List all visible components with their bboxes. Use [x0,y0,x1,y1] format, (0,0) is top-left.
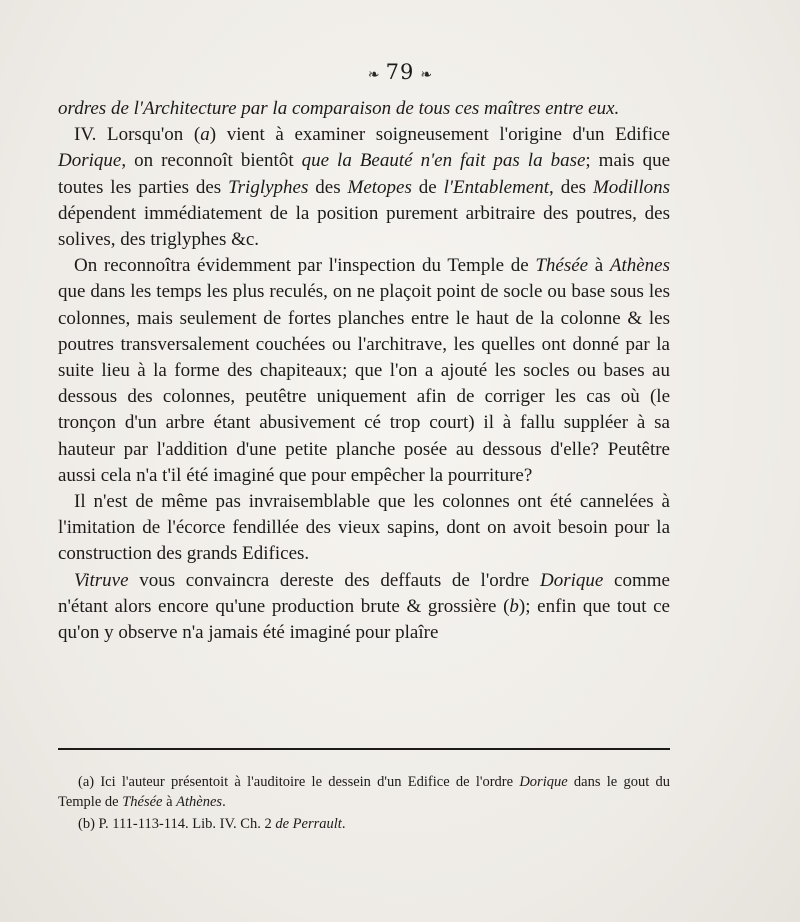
text-run: , des [549,176,593,198]
text-run: que dans les temps les plus reculés, on ne plaçoit point de socle ou base sous les colonnes, mais seulement de fortes planches entre le haut de la colonne & les poutres transversalement couchées ou l'architrave, les quelles ont donné par la suite lieu à la forme des chapiteaux; que l'on a ajouté les socles ou bases au dessous des colonnes, peutêtre uniquement afin de corriger les cas où (le tronçon d'un arbre étant abusivement cé trop court) il à fallu suppléer à sa hauteur par l'addition d'une petite planche posée au dessous d'elle? Peutêtre aussi cela n'a t'il été imaginé que pour empêcher la pourriture? [58,281,670,486]
text-run: dans le gout du Temple de [58,774,670,810]
text-run: à [588,255,610,277]
italic-text: b [509,595,519,617]
text-run: comme n'étant alors encore qu'une production brute & grossière ( [58,569,670,617]
italic-text: Modillons [592,176,670,198]
italic-text: Athènes [609,255,670,277]
italic-text: Dorique [58,150,122,172]
main-text [58,96,670,646]
paragraph-continuation [58,96,670,122]
text-run: de [411,176,444,198]
text-run: IV. Lorsqu'on ( [74,124,201,146]
text-run: dépendent immédiatement de la position purement arbitraire des poutres, des solives, des triglyphes &c. [58,202,670,251]
text-run: Il n'est de même pas invraisemblable que les colonnes ont été cannelées à l'imitation de l'écorce fendillée des vieux sapins, dont on avoit besoin pour la construction des grands Edifices. [58,491,670,565]
page-header [0,60,800,84]
text-run: On reconnoîtra évidemment par l'inspection du Temple de [74,255,536,277]
text-run: . [341,816,346,832]
italic-text: que la Beauté n'en fait pas la base [301,150,586,172]
italic-text: Vitruve [74,569,129,591]
italic-text: Athènes [176,794,223,810]
text-run: à [162,794,177,810]
text-run: (b) P. 111-113-114. Lib. IV. Ch. 2 [78,816,276,832]
italic-text: ordres de l'Architecture par la comparaison de tous ces maîtres entre eux. [58,98,620,119]
italic-text: Dorique [540,569,604,591]
italic-text: Dorique [519,774,568,790]
text-run: , on reconnoît bientôt [121,150,302,172]
text-run: ); enfin que tout ce qu'on y observe n'a jamais été imaginé pour plaîre [58,595,670,644]
text-run: ; mais que toutes les parties des [58,150,671,198]
italic-text: de Perrault [275,816,342,832]
italic-text: a [200,124,210,146]
text-run: vous convaincra dereste des deffauts de l'ordre [128,569,541,591]
right-ornament-icon: ❧ [420,67,433,83]
text-run: ) vient à examiner soigneusement l'origine d'un Edifice [209,124,670,146]
italic-text: Triglyphes [228,176,309,198]
footnote-a [58,772,670,812]
paragraph-cannelures [58,489,670,568]
footnotes [58,772,670,836]
footnote-b [58,814,670,834]
text-run: (a) Ici l'auteur présentoit à l'auditoire le dessein d'un Edifice de l'ordre [78,774,520,790]
paragraph-temple-thesee [58,253,670,489]
italic-text: l'Entablement [443,176,550,198]
footnote-separator [58,748,670,750]
italic-text: Thésée [122,794,163,810]
text-run: des [308,176,348,198]
paragraph-vitruve [58,568,670,647]
paragraph-section-iv [58,122,670,253]
text-run: . [222,794,226,810]
page-number: 79 [385,60,415,84]
italic-text: Thésée [535,255,589,277]
left-ornament-icon: ❧ [367,67,380,83]
italic-text: Metopes [347,176,412,198]
